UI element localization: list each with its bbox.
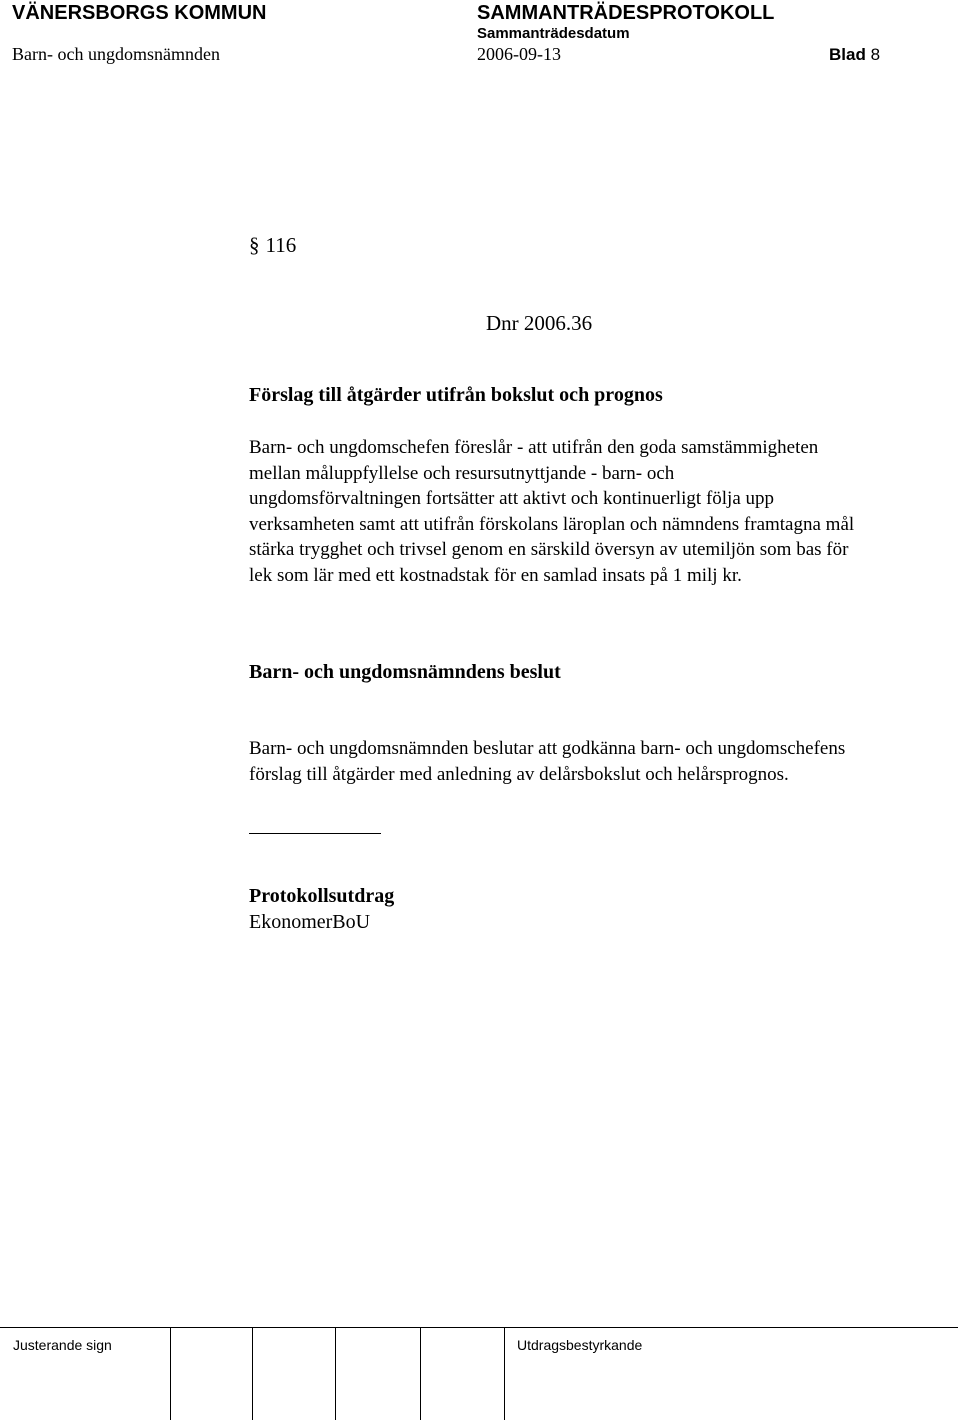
meeting-date: 2006-09-13: [477, 44, 561, 64]
signature-footer: [0, 1327, 958, 1420]
section-number: [249, 233, 296, 258]
extract-heading: Protokollsutdrag: [249, 885, 395, 907]
footer-divider: [252, 1328, 253, 1420]
proposal-line: mellan måluppfyllelse och resursutnyttjande - barn- och: [249, 462, 675, 484]
proposal-line: verksamheten samt att utifrån förskolans läroplan och nämndens framtagna mål: [249, 513, 855, 535]
proposal-line: lek som lär med ett kostnadstak för en samlad insats på 1 milj kr.: [249, 564, 742, 586]
meeting-date-label: Sammanträdesdatum: [477, 25, 630, 42]
footer-divider: [170, 1328, 171, 1420]
decision-heading: Barn- och ungdomsnämndens beslut: [249, 661, 561, 683]
footer-divider: [504, 1328, 505, 1420]
proposal-line: Barn- och ungdomschefen föreslår - att utifrån den goda samstämmigheten: [249, 437, 819, 458]
page-word: Blad: [829, 45, 866, 64]
proposal-line: ungdomsförvaltningen fortsätter att aktivt och kontinuerligt följa upp: [249, 488, 775, 509]
section-number-value: 116: [265, 233, 297, 257]
decision-paragraph: [249, 736, 845, 787]
signature-label: Justerande sign: [13, 1337, 112, 1353]
proposal-line: stärka trygghet och trivsel genom en särskild översyn av utemiljön som bas för: [249, 539, 849, 560]
section-heading: Förslag till åtgärder utifrån bokslut och prognos: [249, 384, 663, 406]
page-indicator: [829, 45, 880, 65]
page-number: 8: [870, 45, 881, 64]
extract-recipient: EkonomerBoU: [249, 911, 371, 933]
document-type: SAMMANTRÄDESPROTOKOLL: [477, 2, 775, 24]
separator-line: [249, 833, 381, 834]
proposal-paragraph: [249, 435, 854, 588]
diary-number: Dnr 2006.36: [486, 311, 593, 335]
committee-name: Barn- och ungdomsnämnden: [12, 44, 220, 64]
decision-line: Barn- och ungdomsnämnden beslutar att godkänna barn- och ungdomschefens: [249, 738, 846, 759]
footer-divider: [420, 1328, 421, 1420]
organization-name: VÄNERSBORGS KOMMUN: [12, 2, 267, 24]
section-sign: §: [249, 233, 260, 257]
certification-label: Utdragsbestyrkande: [517, 1337, 643, 1353]
decision-line: förslag till åtgärder med anledning av delårsbokslut och helårsprognos.: [249, 763, 789, 785]
footer-divider: [335, 1328, 336, 1420]
